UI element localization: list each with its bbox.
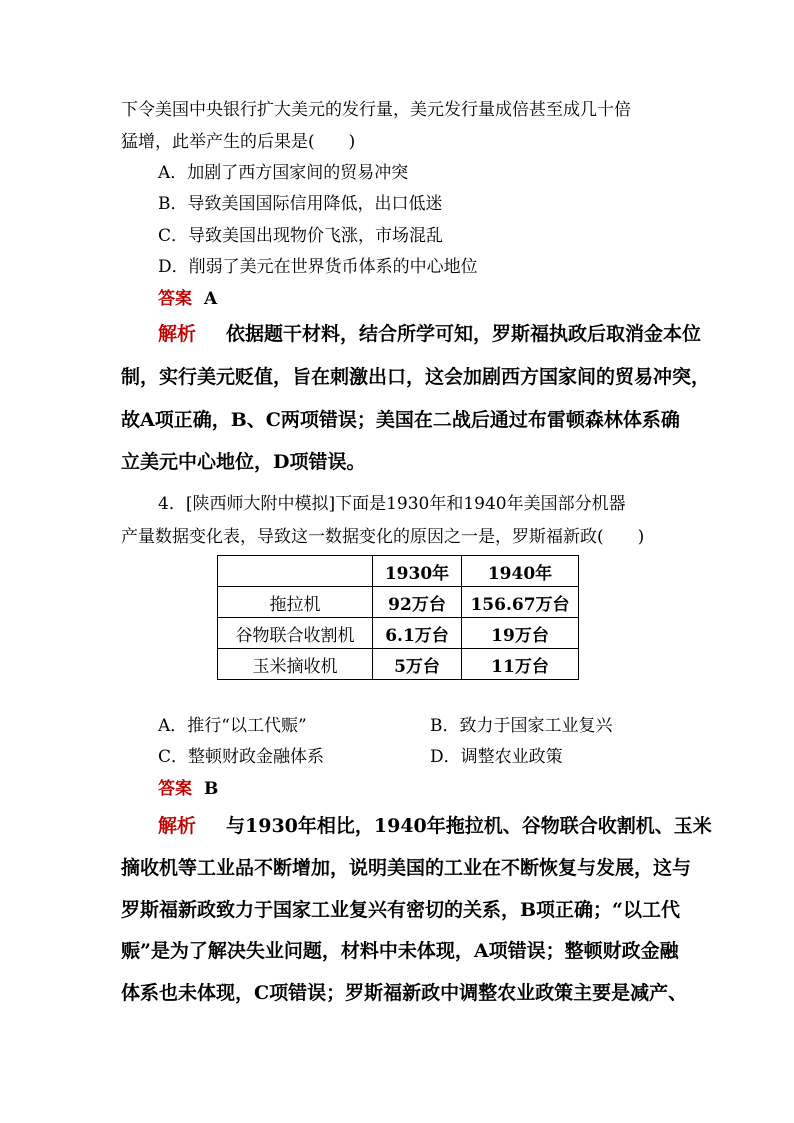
q4-answer-value: B [204,779,219,799]
q4-analysis-text-1: 与1930年相比，1940年拖拉机、谷物联合收割机、玉米 [226,815,712,837]
q4-analysis-label: 解析 [158,815,197,837]
q3-analysis-line-1 [158,322,701,346]
q4-stem-line-2: 产量数据变化表，导致这一数据变化的原因之一是，罗斯福新政( ) [121,527,645,547]
q3-analysis-line-4: 立美元中心地位，D项错误。 [121,451,366,473]
q3-answer-label: 答案 [158,289,192,309]
q3-analysis-label: 解析 [158,323,197,345]
q4-analysis-line-1 [158,814,712,838]
table-header-cell: 1940年 [462,556,579,587]
q4-option-b: B．致力于国家工业复兴 [430,716,613,736]
q3-analysis-text-1: 依据题干材料，结合所学可知，罗斯福执政后取消金本位 [226,323,702,345]
q4-answer [158,778,218,800]
q4-analysis-line-4: 赈”是为了解决失业问题，材料中未体现，A项错误；整顿财政金融 [121,940,679,962]
table-cell: 拖拉机 [218,587,373,618]
q3-option-b: B．导致美国国际信用降低，出口低迷 [158,194,443,214]
table-row [218,618,579,649]
q3-analysis-line-3: 故A项正确，B、C两项错误；美国在二战后通过布雷顿森林体系确 [121,409,680,431]
table-cell: 谷物联合收割机 [218,618,373,649]
q3-answer [158,288,217,310]
table-row [218,649,579,680]
q3-option-a: A．加剧了西方国家间的贸易冲突 [158,163,409,183]
q4-analysis-line-3: 罗斯福新政致力于国家工业复兴有密切的关系，B项正确；“以工代 [121,899,680,921]
q3-answer-value: A [204,289,218,309]
table-cell: 6.1万台 [373,618,462,649]
q4-answer-label: 答案 [158,779,192,799]
table-header-row [218,556,579,587]
q3-option-c: C．导致美国出现物价飞涨，市场混乱 [158,226,444,246]
q3-stem-line-1: 下令美国中央银行扩大美元的发行量，美元发行量成倍甚至成几十倍 [121,100,631,120]
machine-output-table [217,555,579,680]
table-cell: 156.67万台 [462,587,579,618]
q3-stem-line-2: 猛增，此举产生的后果是( ) [121,132,356,152]
table-row [218,587,579,618]
q4-option-d: D．调整农业政策 [430,747,563,767]
q4-stem-line-1: 4．[陕西师大附中模拟]下面是1930年和1940年美国部分机器 [158,494,626,514]
table-cell: 11万台 [462,649,579,680]
q4-analysis-line-5: 体系也未体现，C项错误；罗斯福新政中调整农业政策主要是减产、 [121,982,688,1004]
q4-option-c: C．整顿财政金融体系 [158,747,325,767]
table-cell: 19万台 [462,618,579,649]
table-cell: 92万台 [373,587,462,618]
table-cell: 玉米摘收机 [218,649,373,680]
table-header-cell [218,556,373,587]
q4-option-a: A．推行“以工代赈” [158,716,307,736]
q3-analysis-line-2: 制，实行美元贬值，旨在刺激出口，这会加剧西方国家间的贸易冲突， [121,366,711,388]
q3-option-d: D．削弱了美元在世界货币体系的中心地位 [158,257,478,277]
table-header-cell: 1930年 [373,556,462,587]
q4-analysis-line-2: 摘收机等工业品不断增加，说明美国的工业在不断恢复与发展，这与 [121,857,692,879]
table-cell: 5万台 [373,649,462,680]
